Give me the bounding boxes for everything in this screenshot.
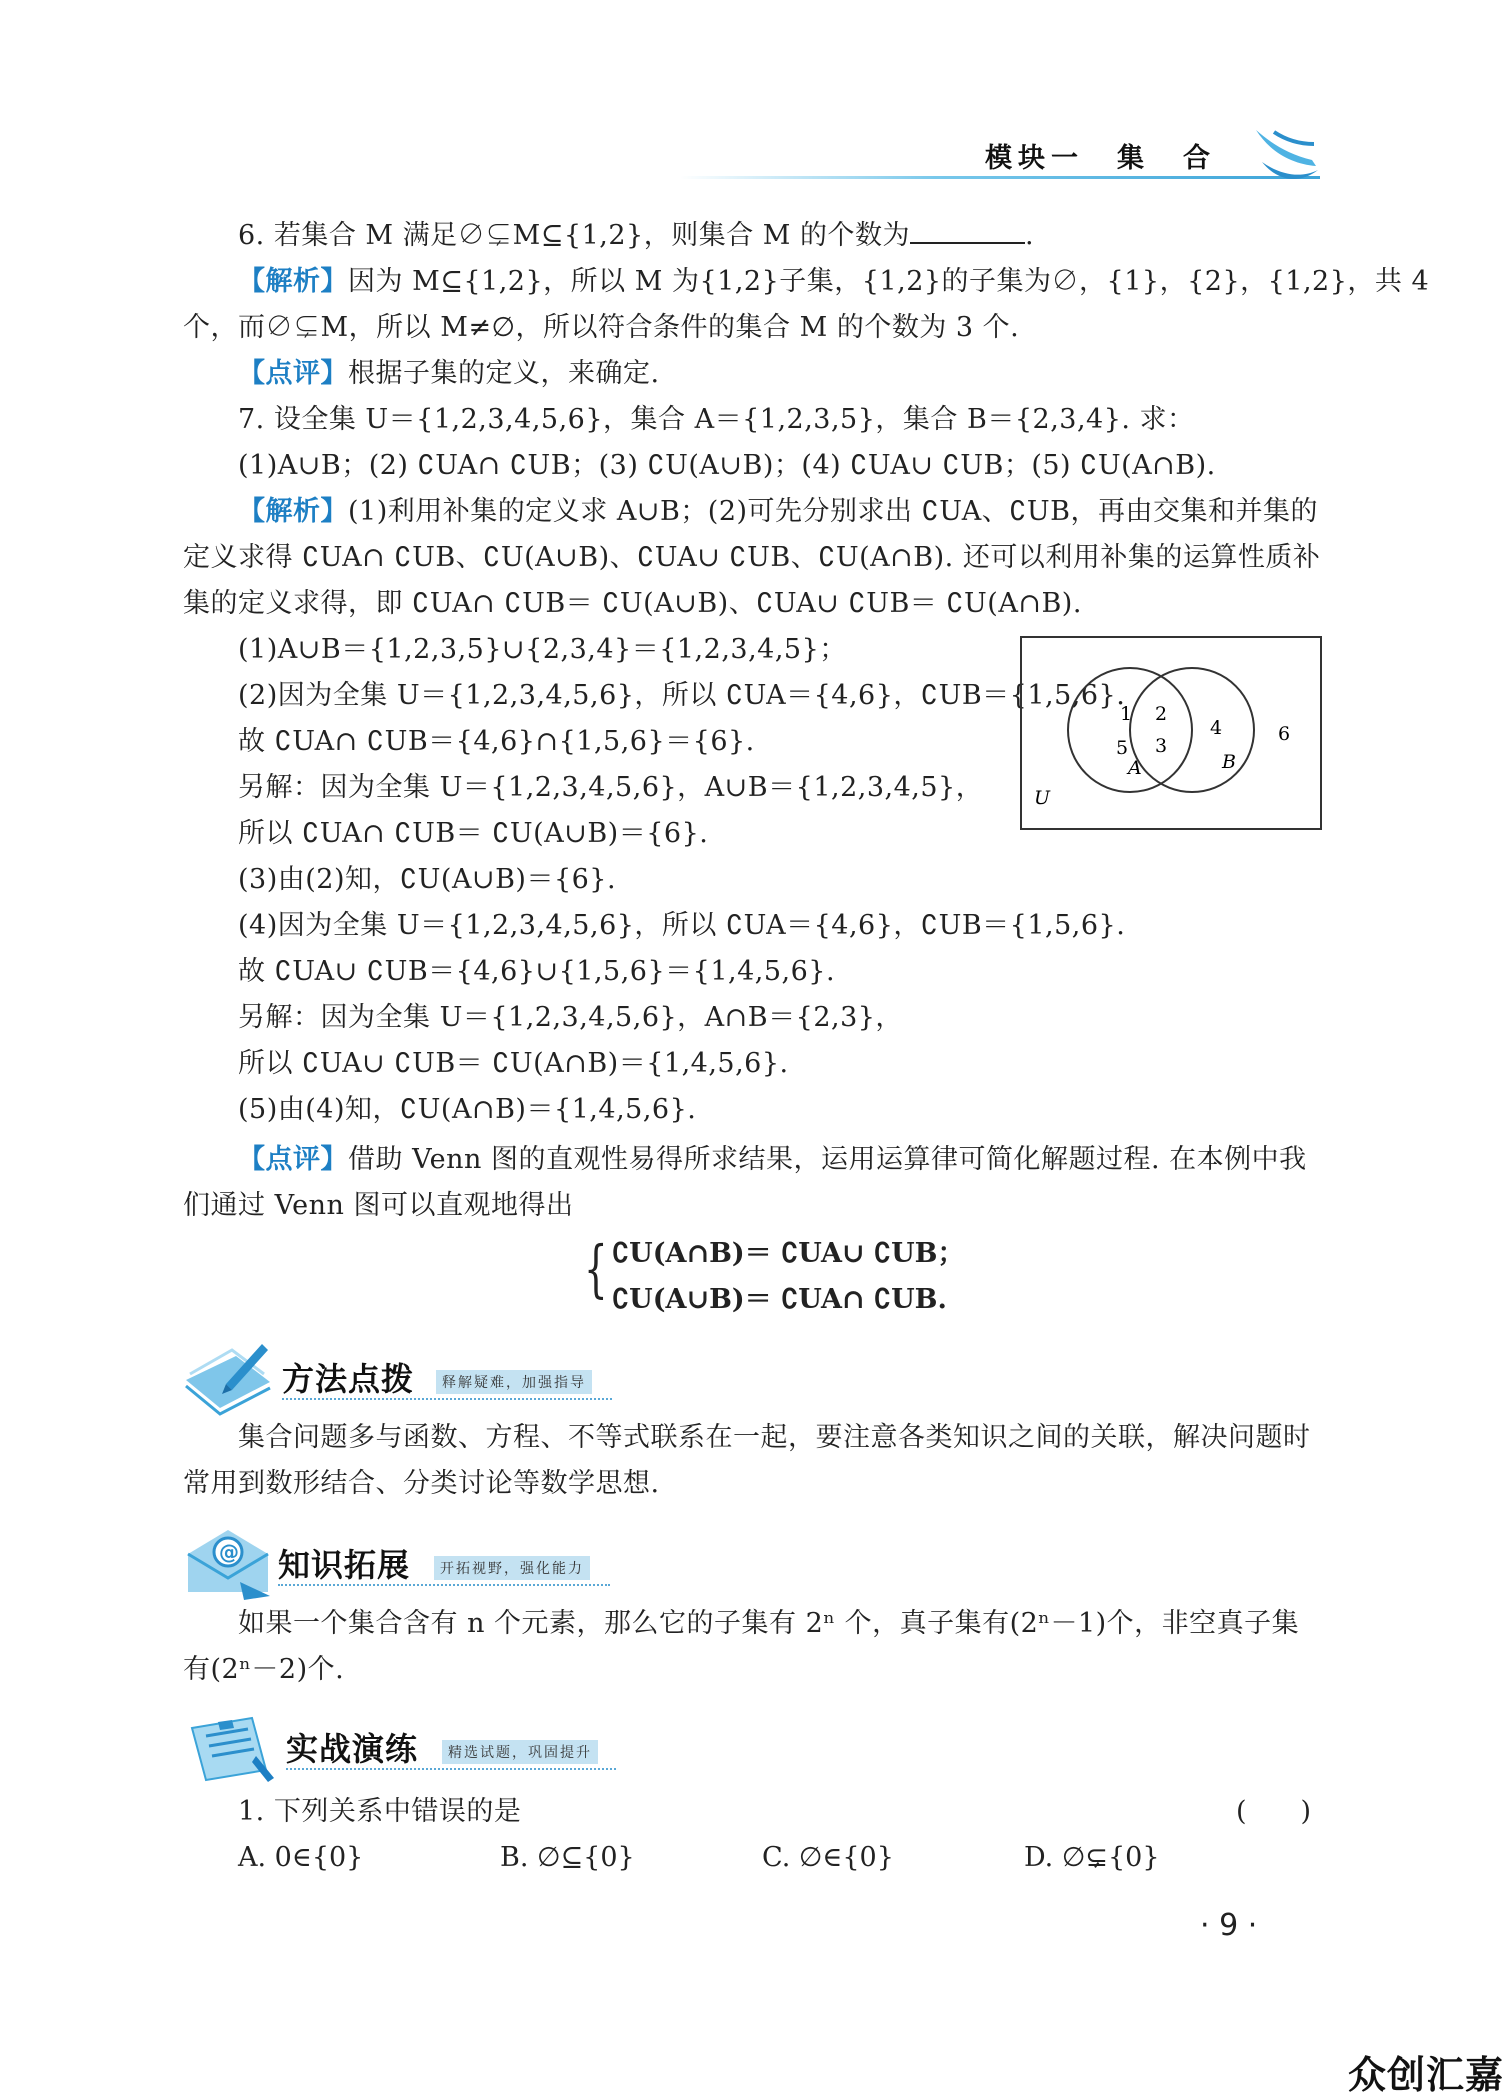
solution-line: (4)因为全集 U＝{1,2,3,4,5,6}，所以 ∁UA＝{4,6}，∁UB＝{1,5,6}. [238, 910, 1126, 941]
extend-text-line-2: 有(2ⁿ－2)个. [183, 1654, 345, 1685]
q7-analysis-line-1: (1)利用补集的定义求 A∪B；(2)可先分别求出 ∁UA、∁UB，再由交集和并集的 [348, 496, 1318, 527]
solution-line: 故 ∁UA∪ ∁UB＝{4,6}∪{1,5,6}＝{1,4,5,6}. [238, 956, 836, 987]
solution-line: (3)由(2)知，∁U(A∪B)＝{6}. [238, 864, 617, 895]
option-a[interactable]: A. 0∈{0} [238, 1842, 364, 1873]
email-at-icon [180, 1526, 276, 1602]
q7-analysis [238, 492, 1378, 532]
venn-label-b: B [1222, 751, 1236, 773]
extend-text-line-1: 如果一个集合含有 n 个元素，那么它的子集有 2ⁿ 个，真子集有(2ⁿ－1)个，非空真子集 [238, 1608, 1300, 1639]
practice-title: 实战演练 [286, 1730, 419, 1768]
q7-comment-line-1: 借助 Venn 图的直观性易得所求结果，运用运算律可简化解题过程. 在本例中我 [348, 1144, 1307, 1175]
practice-subtitle: 精选试题，巩固提升 [442, 1740, 598, 1764]
method-title: 方法点拨 [282, 1360, 415, 1398]
solution-line: 另解：因为全集 U＝{1,2,3,4,5,6}，A∪B＝{1,2,3,4,5}， [238, 772, 984, 803]
practice-rule [286, 1768, 616, 1770]
solution-line: 所以 ∁UA∩ ∁UB＝ ∁U(A∪B)＝{6}. [238, 818, 709, 849]
pen-logo-icon [1252, 122, 1322, 188]
solution-line: 另解：因为全集 U＝{1,2,3,4,5,6}，A∩B＝{2,3}， [238, 1002, 903, 1033]
extend-title: 知识拓展 [278, 1546, 411, 1584]
solution-line: (5)由(4)知，∁U(A∩B)＝{1,4,5,6}. [238, 1094, 697, 1125]
q6-tail: . [1025, 220, 1035, 251]
page-number: · 9 · [1200, 1908, 1258, 1943]
comment-tag: 【点评】 [238, 1144, 348, 1175]
venn-a-only-2: 5 [1116, 737, 1129, 759]
analysis-tag: 【解析】 [238, 496, 348, 527]
option-d[interactable]: D. ∅⊊{0} [1024, 1842, 1160, 1873]
comment-tag: 【点评】 [238, 358, 348, 389]
venn-diagram [1020, 636, 1322, 830]
q7-question: 7. 设全集 U＝{1,2,3,4,5,6}，集合 A＝{1,2,3,5}，集合 B＝{2,3,4}. 求： [238, 404, 1195, 435]
watermark-logo: 众创汇嘉 [1348, 2053, 1504, 2097]
venn-label-u: U [1034, 787, 1051, 809]
q6-analysis-line-1: 因为 M⊆{1,2}，所以 M 为{1,2}子集，{1,2}的子集为∅，{1}，{2}，{1,2}，共 4 [348, 266, 1430, 297]
formula-brace: { [584, 1232, 608, 1305]
answer-bracket[interactable]: ( ) [1236, 1796, 1312, 1827]
method-subtitle: 释解疑难，加强指导 [436, 1370, 592, 1394]
q6-analysis-line-2: 个，而∅⊊M，所以 M≠∅，所以符合条件的集合 M 的个数为 3 个. [183, 312, 1020, 343]
q7-parts: (1)A∪B；(2) ∁UA∩ ∁UB；(3) ∁U(A∪B)；(4) ∁UA∪ ∁UB；(5) ∁U(A∩B). [238, 450, 1216, 481]
venn-b-only: 4 [1210, 717, 1223, 739]
q7-analysis-line-2: 定义求得 ∁UA∩ ∁UB、∁U(A∪B)、∁UA∪ ∁UB、∁U(A∩B). 还可以利用补集的运算性质补 [183, 542, 1321, 573]
method-rule [282, 1398, 612, 1400]
q6-analysis [238, 262, 1430, 302]
formula-1: ∁U(A∩B)＝ ∁UA∪ ∁UB； [612, 1238, 965, 1269]
solution-line: (2)因为全集 U＝{1,2,3,4,5,6}，所以 ∁UA＝{4,6}，∁UB＝{1,5,6}. [238, 680, 1126, 711]
q6-comment [238, 354, 1378, 394]
venn-a-only-1: 1 [1120, 703, 1133, 725]
extend-subtitle: 开拓视野，强化能力 [434, 1556, 590, 1580]
method-text-line-2: 常用到数形结合、分类讨论等数学思想. [183, 1468, 660, 1499]
venn-both-2: 3 [1155, 735, 1168, 757]
formula-2: ∁U(A∪B)＝ ∁UA∩ ∁UB. [612, 1284, 947, 1315]
method-text-line-1: 集合问题多与函数、方程、不等式联系在一起，要注意各类知识之间的关联，解决问题时 [238, 1422, 1311, 1453]
module-title: 模块一 集 合 [985, 143, 1216, 174]
venn-both-1: 2 [1155, 703, 1168, 725]
q7-comment [238, 1140, 1378, 1180]
q7-analysis-line-3: 集的定义求得，即 ∁UA∩ ∁UB＝ ∁U(A∪B)、∁UA∪ ∁UB＝ ∁U(A∩B). [183, 588, 1082, 619]
clipboard-icon [182, 1712, 278, 1786]
svg-text:@: @ [219, 1540, 239, 1564]
option-b[interactable]: B. ∅⊆{0} [500, 1842, 635, 1873]
answer-blank[interactable] [910, 214, 1025, 244]
solution-line: 所以 ∁UA∪ ∁UB＝ ∁U(A∩B)＝{1,4,5,6}. [238, 1048, 789, 1079]
extend-rule [278, 1584, 610, 1586]
option-c[interactable]: C. ∅∈{0} [762, 1842, 894, 1873]
q6-comment-text: 根据子集的定义，来确定. [348, 358, 660, 389]
notebook-pen-icon [180, 1336, 276, 1416]
practice-q1: 1. 下列关系中错误的是 [238, 1796, 522, 1827]
q6-question-text: 6. 若集合 M 满足∅⊊M⊆{1,2}，则集合 M 的个数为 [238, 220, 911, 251]
solution-line: 故 ∁UA∩ ∁UB＝{4,6}∩{1,5,6}＝{6}. [238, 726, 755, 757]
venn-label-a: A [1128, 757, 1142, 779]
q6-question [238, 214, 1378, 256]
venn-universe-box [1021, 637, 1321, 829]
q7-comment-line-2: 们通过 Venn 图可以直观地得出 [183, 1190, 574, 1221]
venn-outside: 6 [1278, 723, 1291, 745]
analysis-tag: 【解析】 [238, 266, 348, 297]
header-rule [680, 176, 1320, 179]
solution-line: (1)A∪B＝{1,2,3,5}∪{2,3,4}＝{1,2,3,4,5}； [238, 634, 847, 665]
